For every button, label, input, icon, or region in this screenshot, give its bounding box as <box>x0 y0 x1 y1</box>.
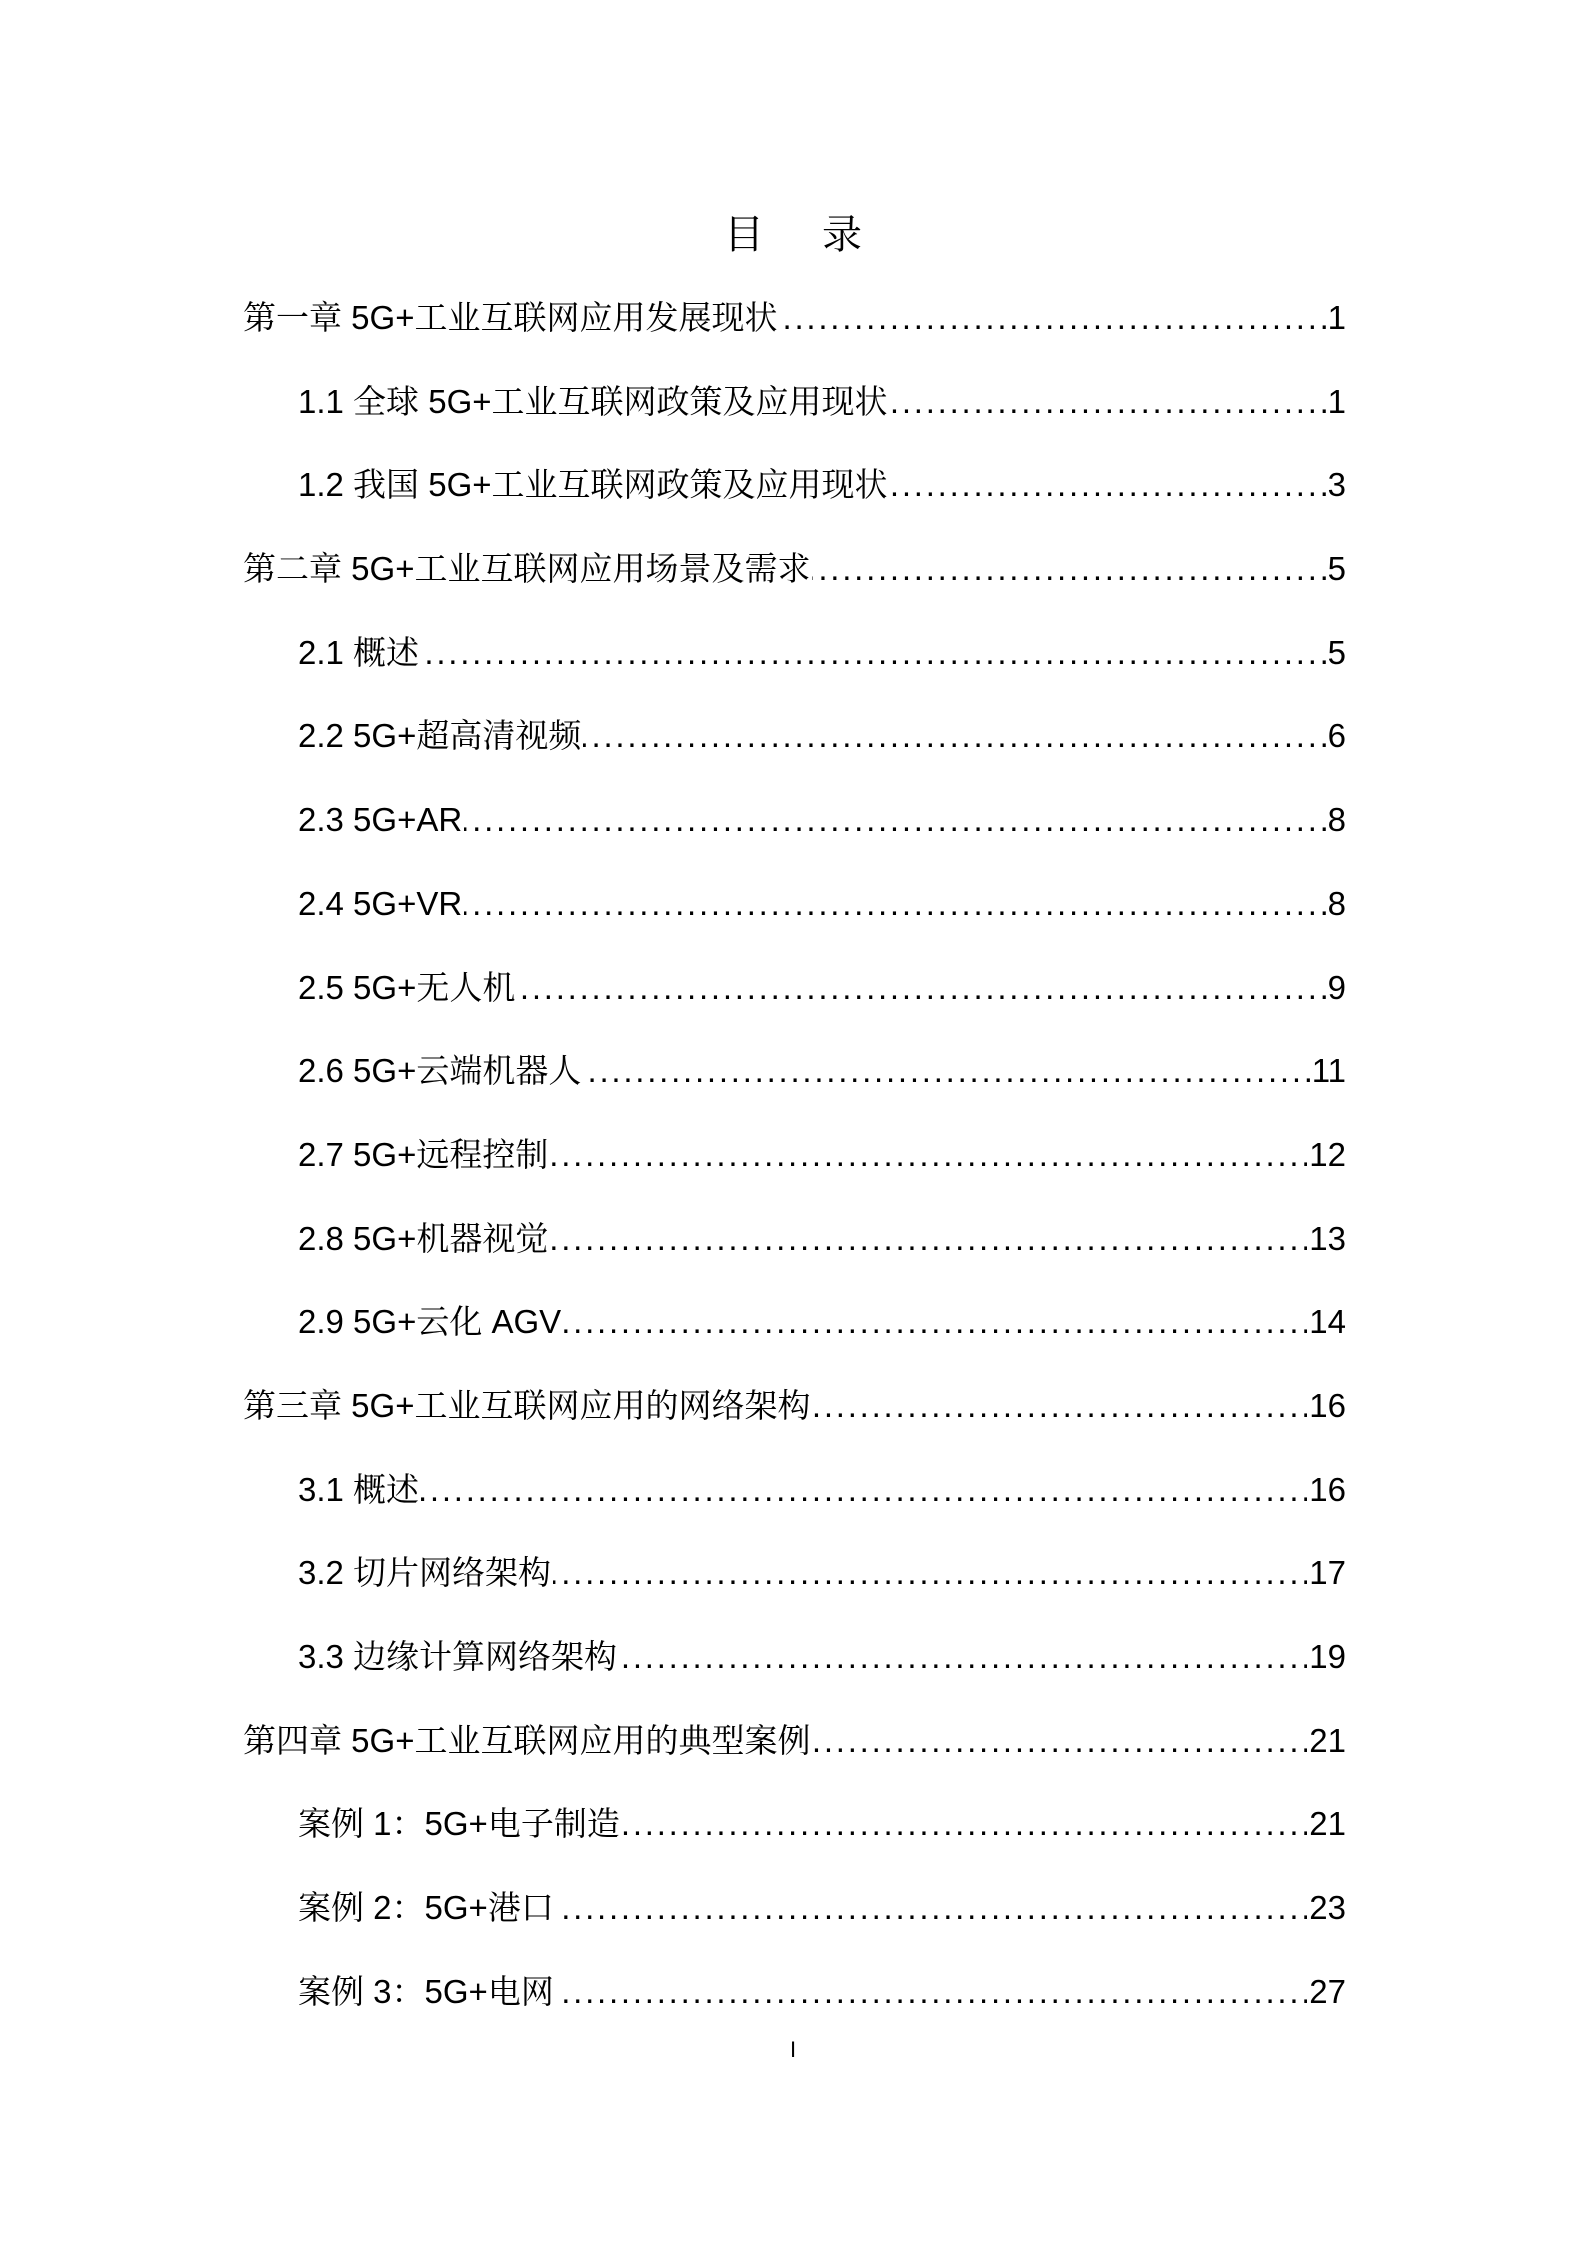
toc-page-number: 23 <box>1309 1889 1346 1927</box>
title-char-2: 录 <box>822 213 862 257</box>
toc-section-3-2[interactable] <box>243 1551 1346 1635</box>
page-title <box>0 210 1586 260</box>
toc-page-number: 5 <box>1327 550 1346 588</box>
dot-leader <box>556 1970 1307 2014</box>
toc-section-2-1[interactable] <box>243 631 1346 715</box>
toc-section-2-2[interactable] <box>243 714 1346 798</box>
dot-leader <box>553 1551 1307 1595</box>
toc-section-2-4[interactable] <box>243 882 1346 966</box>
toc-case-2[interactable] <box>243 1886 1346 1970</box>
toc-page-number: 21 <box>1309 1805 1346 1843</box>
toc-section-2-8[interactable] <box>243 1217 1346 1301</box>
toc-label: 第四章 5G+工业互联网应用的典型案例 <box>243 1719 812 1763</box>
dot-leader <box>421 631 1326 675</box>
toc-section-1-2[interactable] <box>243 463 1346 547</box>
toc-chapter-1[interactable] <box>243 296 1346 380</box>
dot-leader <box>464 882 1325 926</box>
toc-case-1[interactable] <box>243 1802 1346 1886</box>
toc-section-2-7[interactable] <box>243 1133 1346 1217</box>
toc-label: 2.2 5G+超高清视频 <box>298 714 583 758</box>
toc-chapter-4[interactable] <box>243 1719 1346 1803</box>
toc-label: 2.9 5G+云化 AGV <box>298 1300 563 1344</box>
dot-leader <box>619 1635 1307 1679</box>
toc-chapter-2[interactable] <box>243 547 1346 631</box>
page-number-footer: I <box>789 2037 797 2062</box>
dot-leader <box>890 463 1326 507</box>
toc-page-number: 8 <box>1327 884 1346 922</box>
dot-leader <box>583 1049 1309 1093</box>
toc-page-number: 13 <box>1309 1219 1346 1257</box>
toc-section-2-3[interactable] <box>243 798 1346 882</box>
toc-label: 第三章 5G+工业互联网应用的网络架构 <box>243 1384 812 1428</box>
toc-page-number: 19 <box>1309 1638 1346 1675</box>
toc-section-3-3[interactable] <box>243 1635 1346 1719</box>
toc-label: 2.6 5G+云端机器人 <box>298 1049 583 1093</box>
table-of-contents <box>243 296 1346 2053</box>
dot-leader <box>622 1802 1307 1846</box>
toc-label: 2.3 5G+AR <box>298 798 464 842</box>
toc-label: 案例 3：5G+电网 <box>298 1970 556 2014</box>
toc-section-2-9[interactable] <box>243 1300 1346 1384</box>
toc-page-number: 8 <box>1327 801 1346 839</box>
toc-page-number: 16 <box>1309 1386 1346 1424</box>
toc-section-3-1[interactable] <box>243 1468 1346 1552</box>
toc-label: 3.3 边缘计算网络架构 <box>298 1635 619 1679</box>
dot-leader <box>779 296 1325 340</box>
toc-page-number: 6 <box>1327 717 1346 755</box>
toc-label: 3.2 切片网络架构 <box>298 1551 553 1595</box>
dot-leader <box>563 1300 1307 1344</box>
toc-label: 第二章 5G+工业互联网应用场景及需求 <box>243 547 812 591</box>
dot-leader <box>583 714 1325 758</box>
toc-page-number: 14 <box>1309 1303 1346 1341</box>
toc-page-number: 5 <box>1327 633 1346 671</box>
toc-page-number: 3 <box>1327 466 1346 504</box>
toc-label: 2.4 5G+VR <box>298 882 464 926</box>
toc-label: 3.1 概述 <box>298 1468 421 1512</box>
dot-leader <box>550 1217 1307 1261</box>
toc-page-number: 12 <box>1309 1135 1346 1173</box>
dot-leader <box>812 1384 1307 1428</box>
toc-label: 案例 1：5G+电子制造 <box>298 1802 622 1846</box>
toc-label: 2.5 5G+无人机 <box>298 966 517 1010</box>
dot-leader <box>890 380 1326 424</box>
toc-label: 2.1 概述 <box>298 631 421 675</box>
toc-page-number: 1 <box>1327 382 1346 420</box>
title-char-1: 目 <box>724 213 764 257</box>
toc-page-number: 9 <box>1327 968 1346 1006</box>
toc-label: 1.1 全球 5G+工业互联网政策及应用现状 <box>298 380 890 424</box>
toc-page-number: 27 <box>1309 1972 1346 2010</box>
toc-page-number: 16 <box>1309 1470 1346 1508</box>
toc-page-number: 21 <box>1309 1721 1346 1759</box>
toc-page-number: 1 <box>1327 299 1346 336</box>
dot-leader <box>421 1468 1307 1512</box>
toc-section-2-6[interactable] <box>243 1049 1346 1133</box>
toc-label: 第一章 5G+工业互联网应用发展现状 <box>243 296 779 340</box>
toc-chapter-3[interactable] <box>243 1384 1346 1468</box>
dot-leader <box>517 966 1325 1010</box>
toc-section-1-1[interactable] <box>243 380 1346 464</box>
toc-label: 案例 2：5G+港口 <box>298 1886 556 1930</box>
toc-label: 2.8 5G+机器视觉 <box>298 1217 550 1261</box>
dot-leader <box>812 1719 1307 1763</box>
dot-leader <box>556 1886 1307 1930</box>
dot-leader <box>550 1133 1307 1177</box>
toc-label: 1.2 我国 5G+工业互联网政策及应用现状 <box>298 463 890 507</box>
dot-leader <box>812 547 1325 591</box>
toc-section-2-5[interactable] <box>243 966 1346 1050</box>
toc-label: 2.7 5G+远程控制 <box>298 1133 550 1177</box>
toc-page-number: 11 <box>1311 1052 1346 1090</box>
toc-page-number: 17 <box>1309 1554 1346 1592</box>
dot-leader <box>464 798 1325 842</box>
